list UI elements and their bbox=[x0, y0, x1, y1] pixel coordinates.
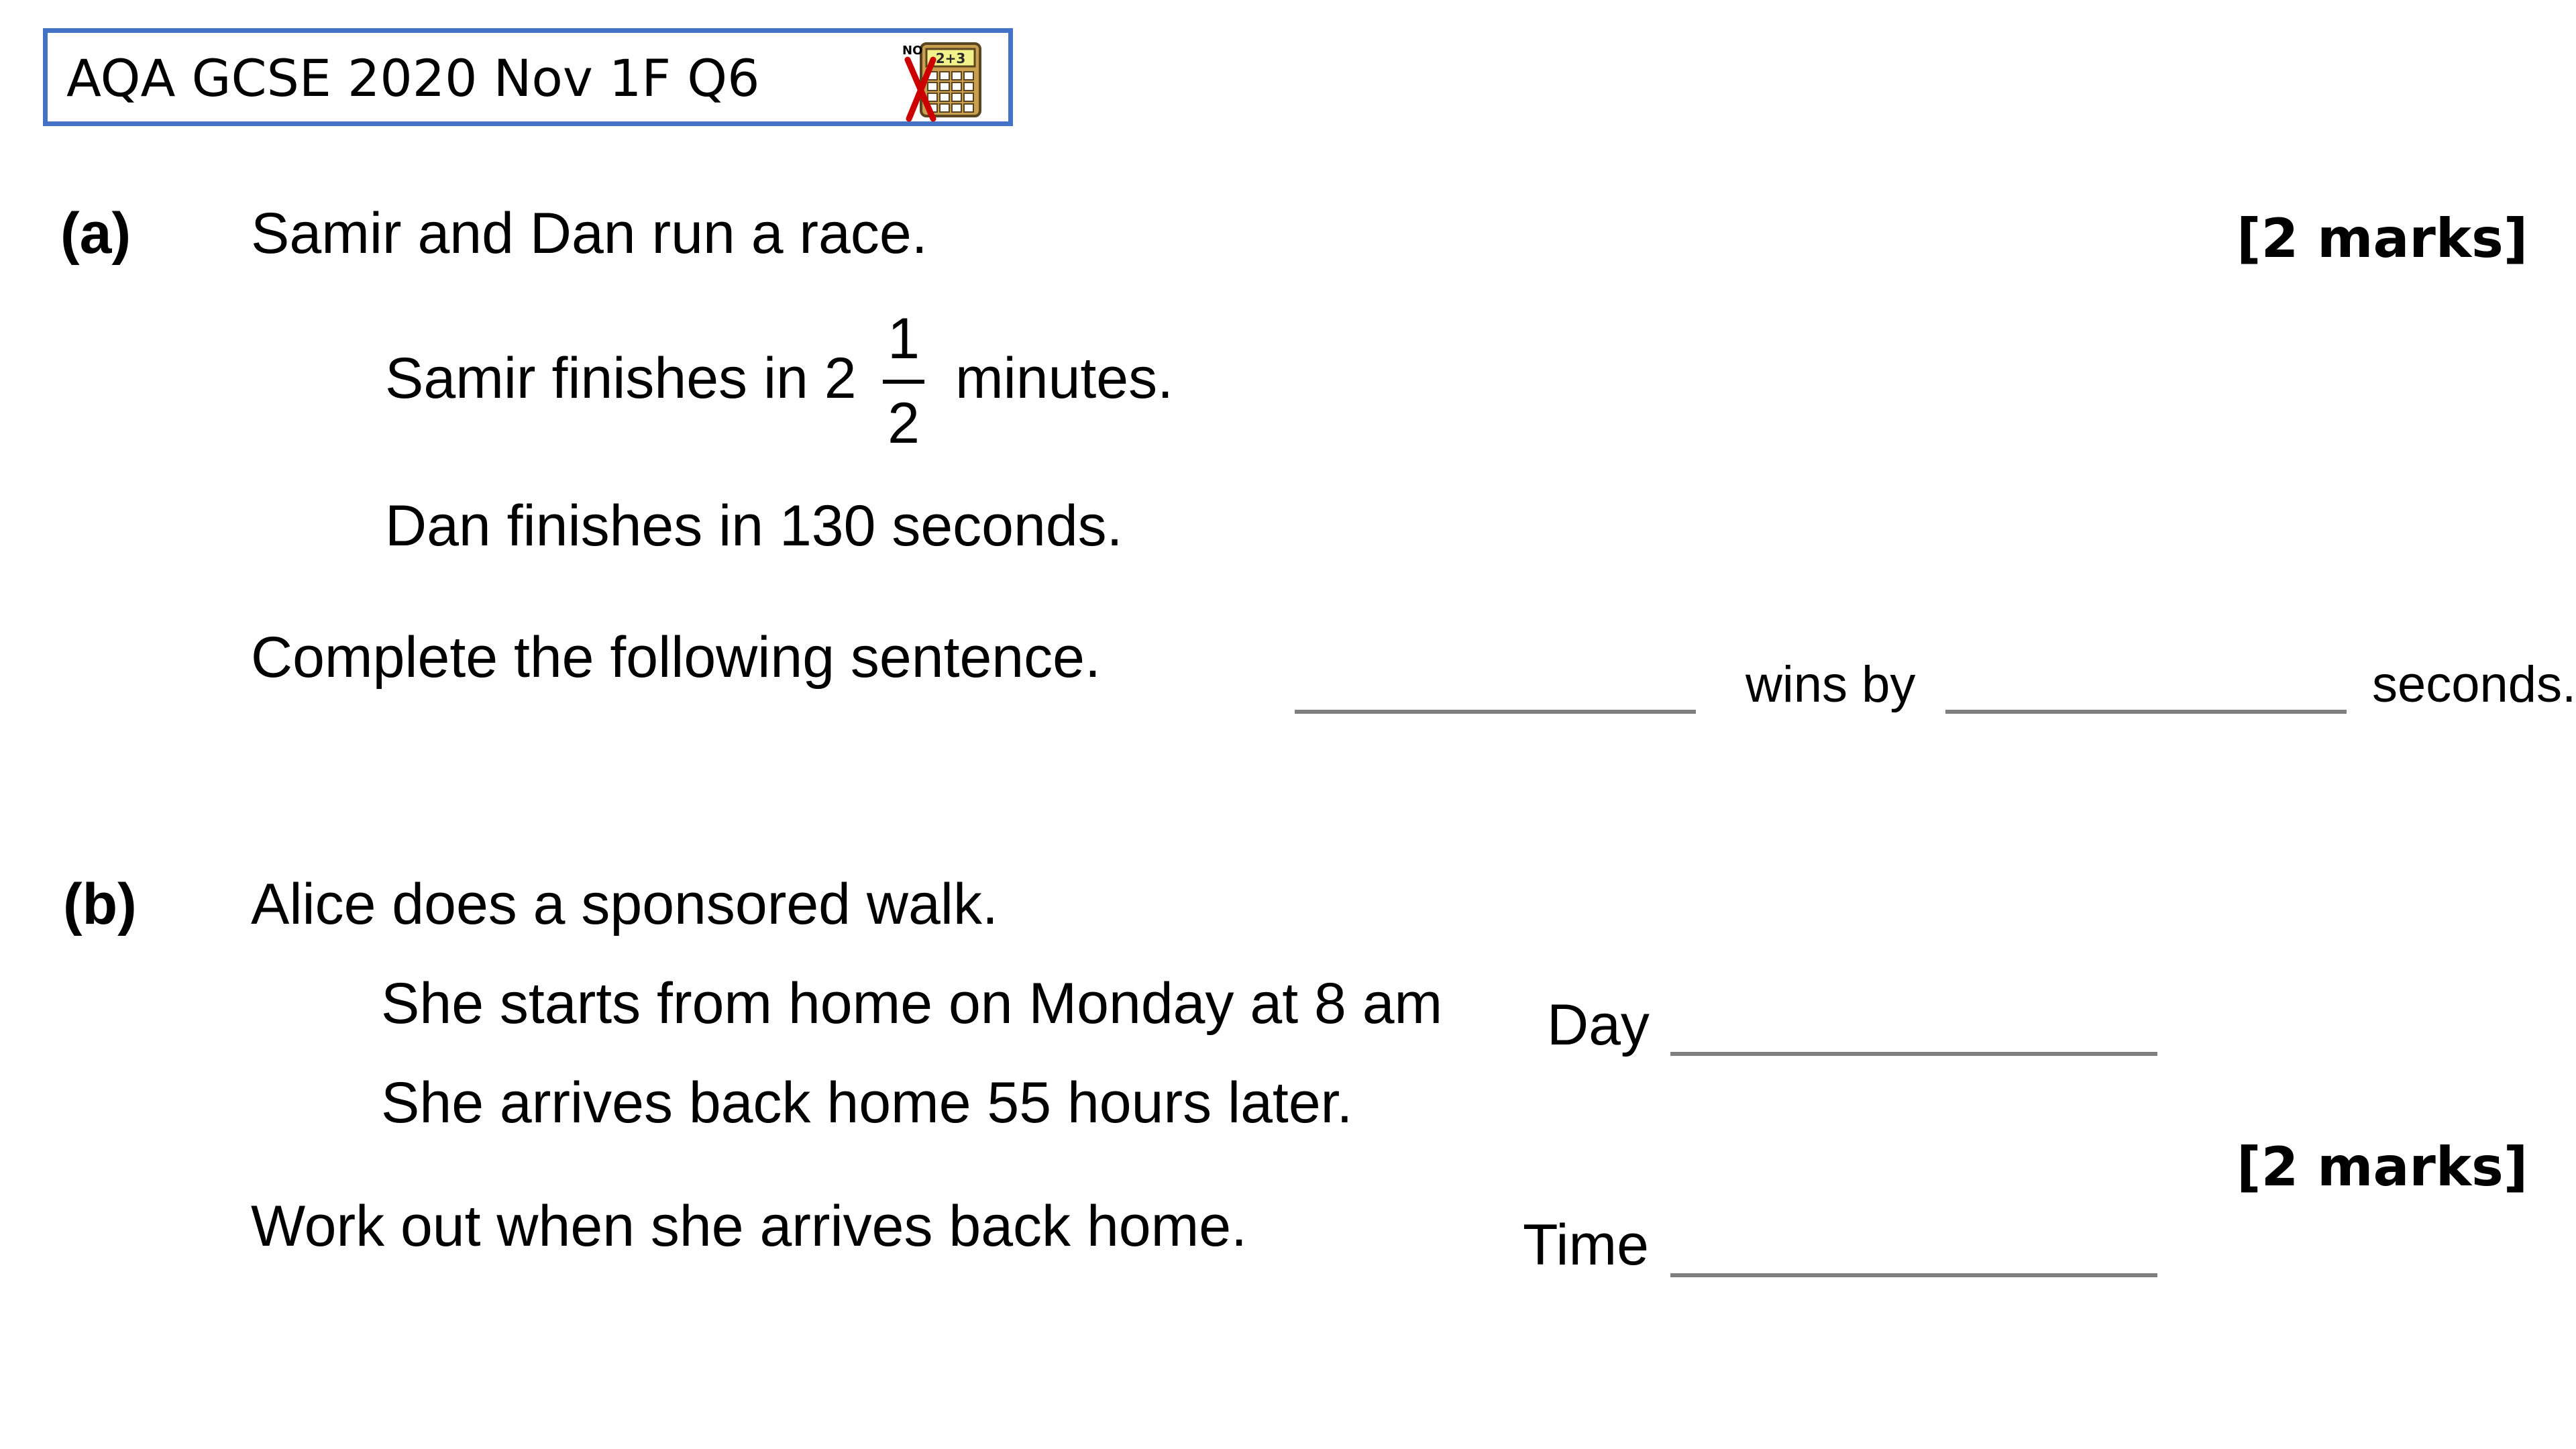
part-a-label: (a) bbox=[60, 201, 131, 266]
arrive-line: She arrives back home 55 hours later. bbox=[381, 1071, 1353, 1135]
part-a-intro: Samir and Dan run a race. bbox=[251, 201, 928, 266]
svg-text:NO: NO bbox=[902, 44, 923, 58]
dan-line: Dan finishes in 130 seconds. bbox=[385, 494, 1123, 558]
day-answer-line[interactable] bbox=[1670, 1052, 2157, 1056]
seconds-text: seconds. bbox=[2372, 656, 2576, 713]
fraction-numerator: 1 bbox=[888, 307, 920, 371]
winner-answer-line[interactable] bbox=[1295, 710, 1696, 714]
question-title-box bbox=[43, 28, 1013, 126]
fraction-bar bbox=[883, 380, 924, 384]
part-b-instruction: Work out when she arrives back home. bbox=[251, 1194, 1247, 1258]
time-answer-line[interactable] bbox=[1670, 1273, 2157, 1277]
part-b-marks: [2 marks] bbox=[2237, 1136, 2528, 1198]
start-line: She starts from home on Monday at 8 am bbox=[381, 971, 1443, 1036]
day-label: Day bbox=[1547, 993, 1650, 1057]
svg-text:2+3: 2+3 bbox=[935, 50, 966, 66]
seconds-answer-line[interactable] bbox=[1945, 710, 2347, 714]
question-title: AQA GCSE 2020 Nov 1F Q6 bbox=[66, 48, 760, 108]
fraction-denominator: 2 bbox=[888, 391, 920, 455]
wins-by-text: wins by bbox=[1746, 656, 1916, 713]
part-a-instruction: Complete the following sentence. bbox=[251, 625, 1101, 690]
part-b-intro: Alice does a sponsored walk. bbox=[251, 872, 998, 936]
samir-line-suffix: minutes. bbox=[955, 346, 1174, 411]
time-label: Time bbox=[1523, 1213, 1649, 1277]
samir-line-prefix: Samir finishes in 2 bbox=[385, 346, 857, 411]
part-a-marks: [2 marks] bbox=[2237, 207, 2528, 270]
part-b-label: (b) bbox=[63, 872, 137, 936]
no-calculator-icon bbox=[901, 40, 984, 123]
